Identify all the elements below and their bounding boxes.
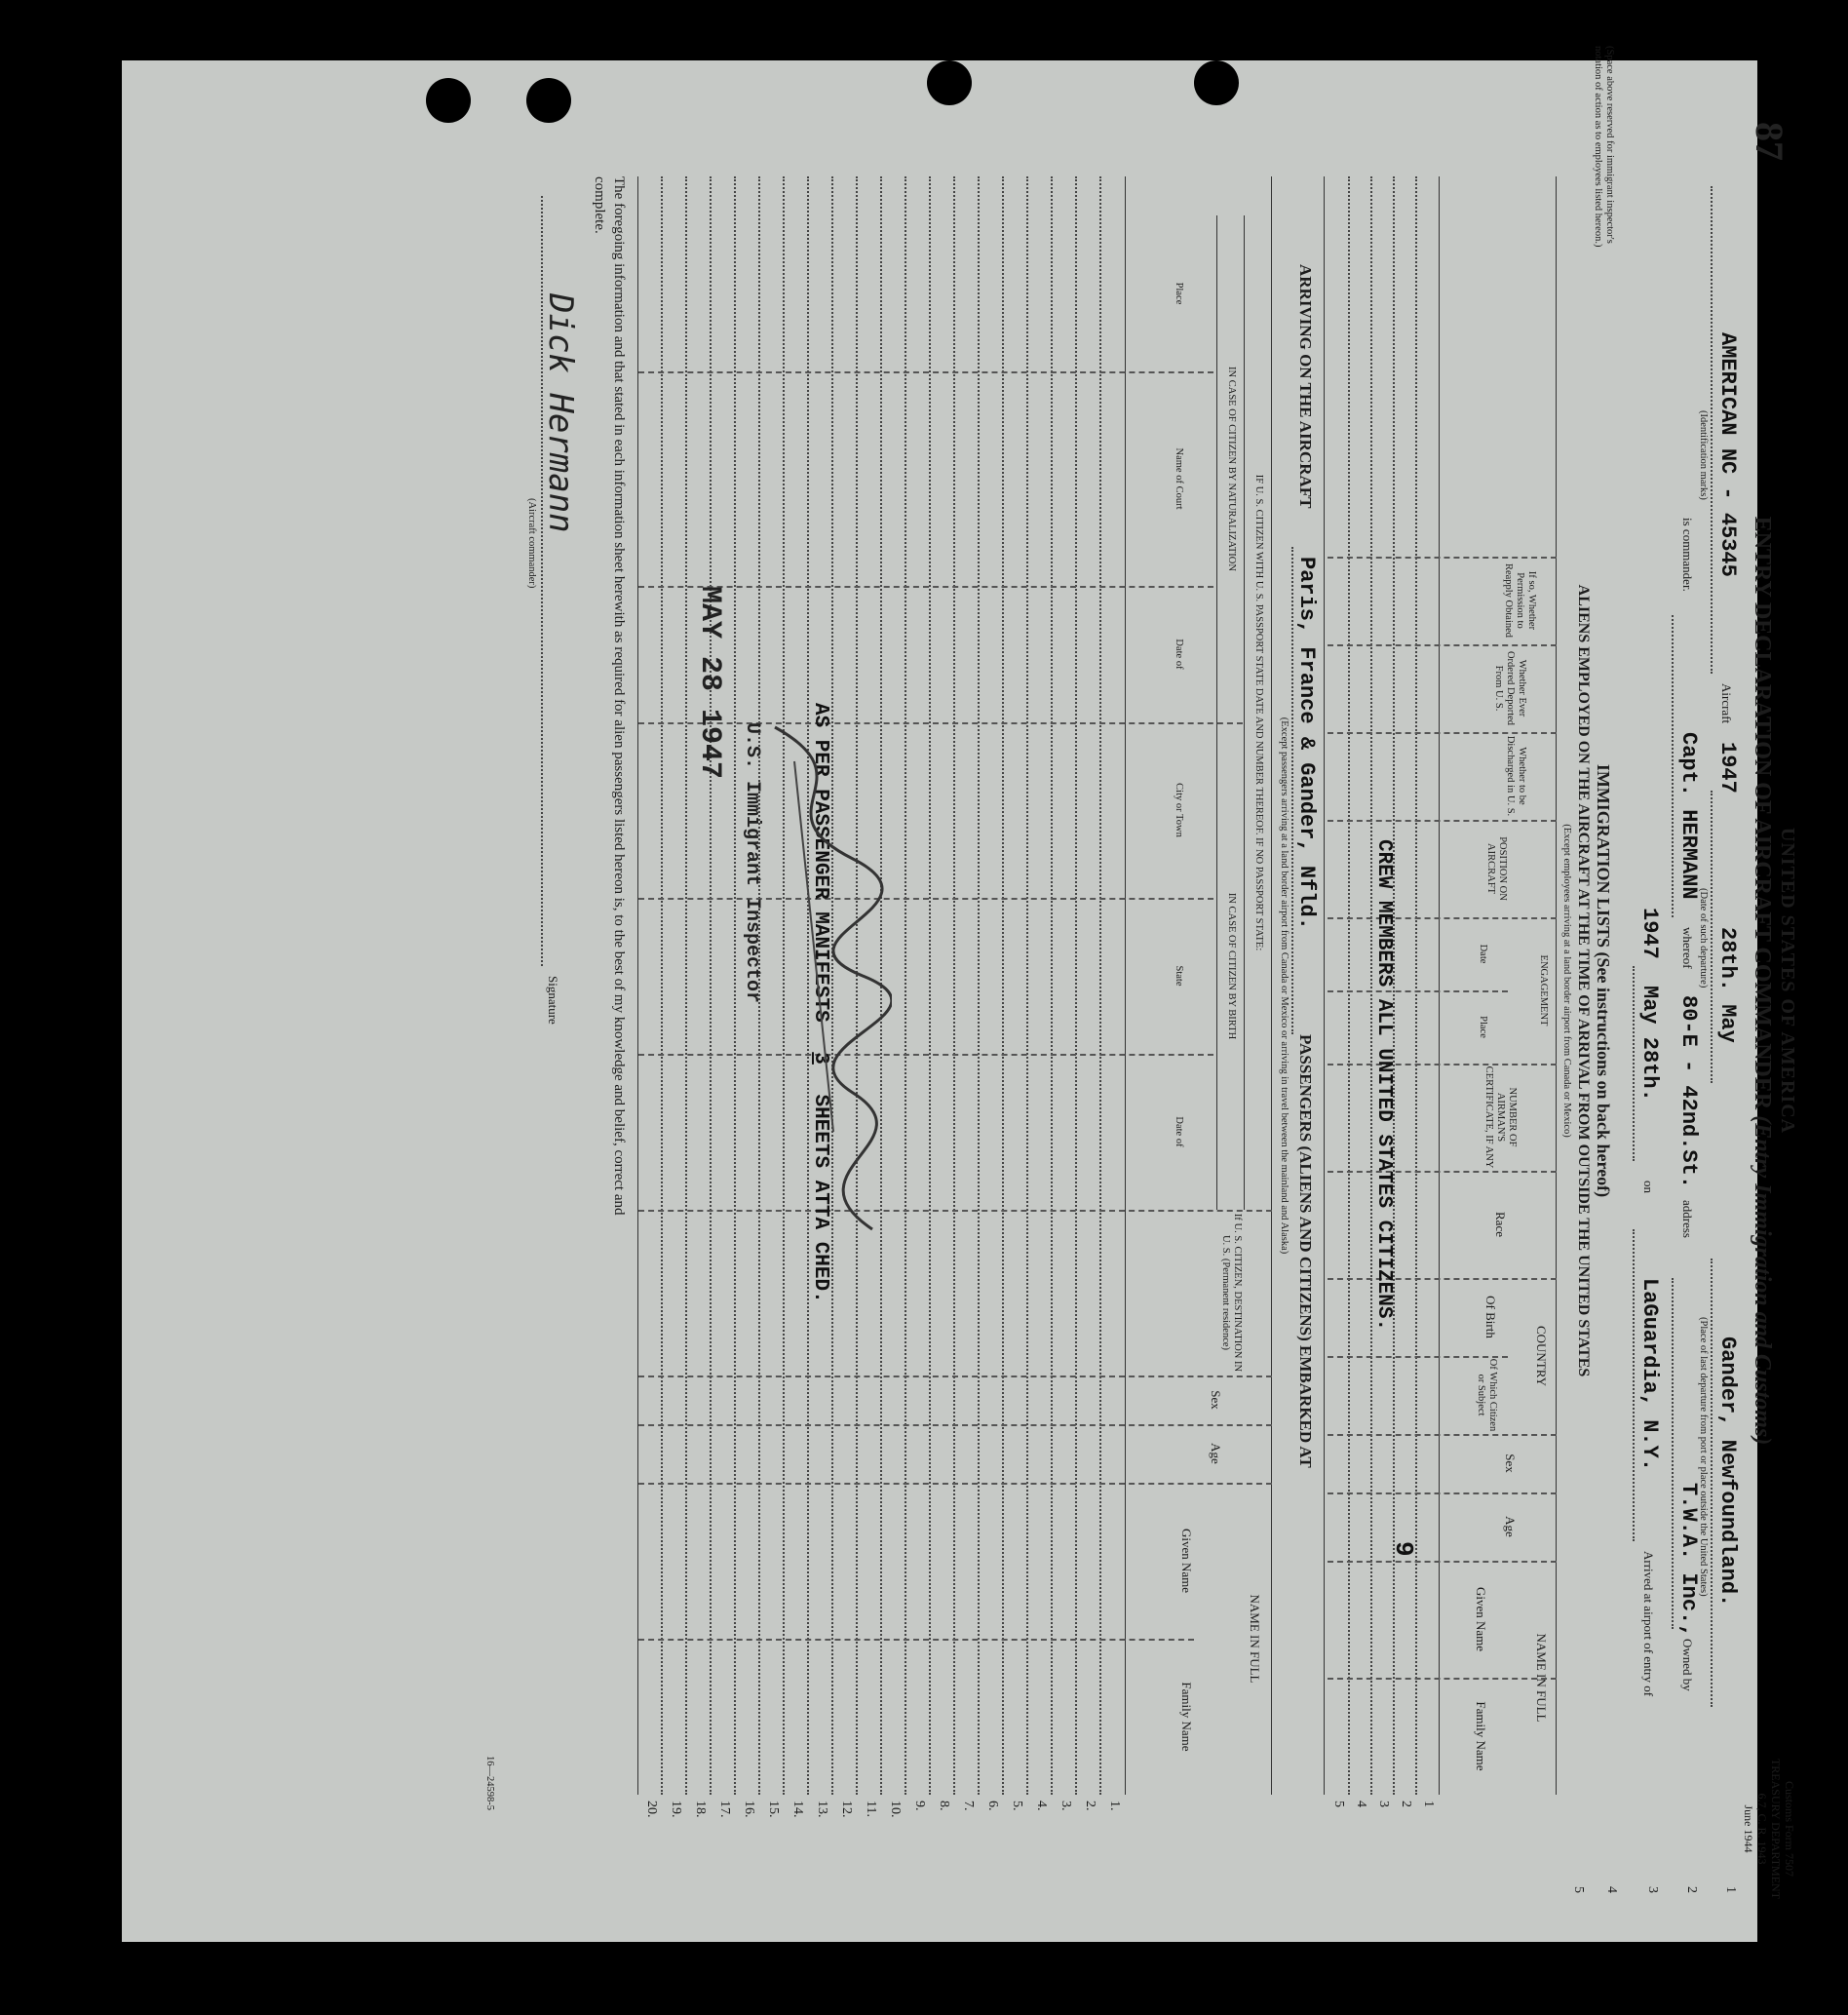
- pass-col-sex: Sex: [1209, 1390, 1223, 1410]
- pass-col-court: Name of Court: [1174, 447, 1184, 510]
- col-divider: [1328, 557, 1557, 559]
- passenger-row-number: 11.: [864, 1801, 878, 1817]
- table-row: [1002, 176, 1004, 1795]
- manifest-note-1: AS PER PASSENGER MANIFESTS: [809, 703, 831, 1023]
- aliens-table-body: [1328, 176, 1440, 1795]
- col-divider: [1328, 644, 1557, 646]
- aliens-table-header: [1440, 176, 1557, 1795]
- col-divider: [638, 722, 1243, 724]
- whereof-label: whereof: [1680, 927, 1695, 969]
- col-divider: [638, 1483, 1272, 1485]
- owned-by-label: Owned by: [1680, 1639, 1695, 1691]
- col-divider: [638, 1376, 1272, 1377]
- alien-row-number: 2: [1399, 1801, 1413, 1807]
- alien-row-number: 4: [1354, 1801, 1368, 1807]
- passenger-row-number: 3.: [1059, 1801, 1073, 1811]
- table-row: [978, 176, 980, 1795]
- pass-col-state: State: [1174, 965, 1184, 987]
- col-divider: [638, 1210, 1272, 1212]
- aliens-col-place: Place: [1478, 1016, 1488, 1038]
- arrival-row: [1623, 186, 1662, 1707]
- pass-col-given: Given Name: [1179, 1528, 1194, 1594]
- table-row: [905, 176, 906, 1795]
- aliens-col-birth: Of Birth: [1483, 1296, 1498, 1338]
- owner-dotline: [1672, 1278, 1674, 1629]
- reserved-note-block: [1592, 46, 1615, 299]
- embarked-dotline: [1291, 547, 1293, 1034]
- table-row: [929, 176, 931, 1795]
- table-row: [1348, 176, 1350, 1795]
- aliens-col-age: Age: [1503, 1516, 1518, 1537]
- pass-col-age: Age: [1209, 1443, 1223, 1464]
- line-number: 2: [1684, 1886, 1699, 1893]
- aliens-col-citizen: Of Which Citizen or Subject: [1476, 1358, 1498, 1432]
- address: 80-E - 42nd.St.: [1676, 995, 1701, 1189]
- table-row: [953, 176, 955, 1795]
- is-commander-label: is commander.: [1680, 518, 1695, 592]
- pass-col-by-birth: IN CASE OF CITIZEN BY BIRTH: [1226, 892, 1237, 1040]
- form-title: [1749, 40, 1775, 1921]
- line-number: 3: [1645, 1886, 1660, 1893]
- passenger-row-number: 4.: [1034, 1801, 1049, 1811]
- department: TREASURY DEPARTMENT: [1769, 1758, 1783, 1900]
- footer-code: 16—24598-5: [484, 1756, 495, 1810]
- passenger-row-number: 7.: [961, 1801, 976, 1811]
- rule: [637, 176, 638, 1795]
- aliens-col-discharged: Whether to be Discharged in U. S.: [1505, 735, 1527, 817]
- pass-col-name-in-full: NAME IN FULL: [1248, 1594, 1262, 1684]
- passenger-row-number: 18.: [693, 1801, 708, 1818]
- passenger-row-number: 20.: [644, 1801, 659, 1818]
- passenger-row-number: 19.: [669, 1801, 683, 1818]
- line-number: 4: [1604, 1886, 1619, 1893]
- pass-col-city: City or Town: [1174, 783, 1184, 837]
- inspector-stamp: U.S. Immigrant Inspector: [741, 722, 763, 1004]
- reserved-note-2: notation of action as to employees listed hereon.): [1593, 46, 1603, 248]
- departure-date: 28th. May: [1715, 927, 1740, 1043]
- passengers-heading-prefix: PASSENGERS (ALIENS AND CITIZENS) EMBARKED AT: [1296, 1034, 1315, 1468]
- passengers-heading-note: (Except passengers arriving at a land border airport from Canada or Mexico or arriving in travel between the mainland and Alaska): [1279, 717, 1290, 1255]
- commander: Capt. HERMANN: [1676, 732, 1701, 900]
- passenger-row-number: 1.: [1107, 1801, 1122, 1811]
- inspector-signature-scrawl: [746, 722, 892, 1268]
- departure-caption: (Place of last departure from port or place outside the United States): [1698, 1317, 1709, 1597]
- passengers-heading-suffix: ARRIVING ON THE AIRCRAFT: [1296, 264, 1315, 509]
- rule: [1244, 215, 1245, 1210]
- pass-col-date-of-2: Date of: [1174, 639, 1184, 670]
- aliens-col-airman: NUMBER OF AIRMAN'S CERTIFICATE, IF ANY: [1483, 1066, 1518, 1169]
- manifest-count: 3: [809, 1052, 831, 1065]
- country-heading: UNITED STATES OF AMERICA: [1777, 827, 1798, 1135]
- passengers-heading: [1274, 176, 1319, 1795]
- rotated-form: [171, 40, 1806, 1921]
- col-divider: [1328, 1064, 1557, 1066]
- owner: T.W.A. Inc.,: [1676, 1483, 1701, 1638]
- aliens-col-permission: If so, Whether Permission to Reapply Obtained: [1503, 562, 1537, 639]
- certification-block: [590, 176, 629, 1795]
- form-cr: 6.7, C. R. 1943: [1755, 1793, 1769, 1865]
- title-text: ENTRY DECLARATION OF AIRCRAFT COMMANDER: [1750, 516, 1775, 1110]
- col-divider: [1328, 1561, 1557, 1563]
- table-row: [661, 176, 663, 1795]
- col-divider: [1328, 1171, 1557, 1173]
- col-divider: [638, 898, 1213, 900]
- aliens-heading-2: ALIENS EMPLOYED ON THE AIRCRAFT AT THE TIME OF ARRIVAL FROM OUTSIDE THE UNITED STATES: [1575, 584, 1592, 1377]
- form-number: Customs Form 7507: [1783, 1780, 1796, 1877]
- aliens-heading-3: (Except employees arriving at a land border airport from Canada or Mexico): [1561, 824, 1572, 1138]
- aliens-col-country: COUNTRY: [1534, 1325, 1549, 1387]
- embarked-at: Paris, France & Gander, Nfld.: [1294, 557, 1319, 930]
- departure-date-caption: (Date of such departure): [1698, 888, 1709, 988]
- crew-count: 9: [1389, 1541, 1418, 1557]
- place-dotline: [1711, 1259, 1713, 1707]
- aliens-col-position: POSITION ON AIRCRAFT: [1485, 836, 1508, 901]
- reserved-note-1: (Space above reserved for immigrant inspector's: [1604, 46, 1615, 244]
- passenger-row-number: 17.: [717, 1801, 732, 1818]
- arrived-label: Arrived at airport of entry of: [1641, 1551, 1656, 1697]
- page-number: 87: [1748, 122, 1791, 161]
- passenger-row-number: 6.: [985, 1801, 1000, 1811]
- col-divider: [1328, 1492, 1557, 1494]
- stamp-date: MAY 28 1947: [693, 586, 726, 780]
- aircraft-dotline: [1711, 186, 1713, 674]
- rule: [1324, 176, 1325, 1795]
- passengers-table-header: [1126, 176, 1272, 1795]
- date-dotline: [1711, 791, 1713, 1083]
- aliens-col-engagement: ENGAGEMENT: [1538, 954, 1549, 1027]
- col-divider: [638, 1424, 1272, 1426]
- aliens-col-family: Family Name: [1474, 1701, 1488, 1771]
- table-row: [710, 176, 712, 1795]
- departure-place: Gander, Newfoundland.: [1715, 1337, 1740, 1608]
- table-row: [1026, 176, 1028, 1795]
- table-row: [734, 176, 736, 1795]
- pass-col-destination: If U. S. CITIZEN, DESTINATION IN U. S. (Permanent residence): [1220, 1213, 1243, 1373]
- form-edition-date: June 1944: [1742, 1804, 1755, 1853]
- aliens-col-race: Race: [1493, 1212, 1508, 1237]
- commander-signature: Dick Hermann: [541, 293, 580, 533]
- aliens-col-deported: Whether Ever Ordered Deported From U. S.: [1493, 650, 1527, 726]
- aliens-col-given: Given Name: [1474, 1586, 1488, 1652]
- pass-col-passport: IF U. S. CITIZEN WITH U. S. PASSPORT STATE DATE AND NUMBER THEREOF. IF NO PASSPORT STATE:: [1253, 474, 1264, 951]
- pass-col-place: Place: [1174, 282, 1184, 305]
- col-divider: [1328, 1278, 1557, 1280]
- signature-block: [502, 176, 580, 1054]
- aliens-heading-1: IMMIGRATION LISTS (See instructions on back hereof): [1594, 763, 1613, 1198]
- year-2: 1947: [1637, 908, 1662, 959]
- passenger-row-number: 12.: [839, 1801, 854, 1818]
- crew-note: CREW MEMBERS ALL UNITED STATES CITIZENS.: [1372, 839, 1395, 1332]
- line-number: 1: [1723, 1886, 1738, 1893]
- passenger-row-number: 14.: [790, 1801, 805, 1818]
- table-row: [1051, 176, 1053, 1795]
- year-1: 1947: [1715, 742, 1740, 794]
- passenger-row-number: 15.: [766, 1801, 781, 1818]
- passenger-row-number: 5.: [1010, 1801, 1024, 1811]
- pass-col-date-of: Date of: [1174, 1116, 1184, 1147]
- alien-row-number: 5: [1331, 1801, 1346, 1807]
- date-dotline-2: [1633, 966, 1635, 1161]
- arrival-date: May 28th.: [1637, 986, 1662, 1102]
- passenger-row-number: 8.: [937, 1801, 951, 1811]
- title-subtitle: (Entry Immigration and Customs): [1750, 1115, 1775, 1446]
- signature-label: Signature: [546, 976, 560, 1025]
- aircraft-id: AMERICAN NC - 45345: [1715, 332, 1740, 577]
- on-label: on: [1641, 1181, 1656, 1193]
- col-divider: [1328, 1678, 1557, 1680]
- certification-text-1: The foregoing information and that stated in each information sheet herewith as required for alien passengers listed hereon is, to the best of my knowledge and belief, correct and: [611, 176, 627, 1216]
- col-divider: [1328, 820, 1557, 822]
- owner-row: [1662, 186, 1701, 1707]
- alien-row-number: 3: [1376, 1801, 1391, 1807]
- pass-col-family: Family Name: [1179, 1682, 1194, 1752]
- passenger-row-number: 16.: [742, 1801, 756, 1818]
- manifest-note-2: SHEETS ATTA CHED.: [809, 1094, 831, 1303]
- rule: [1216, 215, 1217, 1210]
- signature-caption: (Aircraft commander): [526, 498, 537, 589]
- aliens-col-date: Date: [1478, 944, 1488, 964]
- pass-col-by-naturalization: IN CASE OF CITIZEN BY NATURALIZATION: [1226, 367, 1237, 571]
- certification-text-2: complete.: [592, 176, 607, 234]
- passenger-row-number: 13.: [815, 1801, 829, 1818]
- line-number: 5: [1571, 1886, 1586, 1893]
- col-divider: [638, 371, 1213, 373]
- aliens-col-sex: Sex: [1503, 1453, 1518, 1473]
- airport: LaGuardia, N.Y.: [1637, 1278, 1662, 1472]
- address-label: address: [1680, 1200, 1695, 1238]
- col-divider: [1328, 732, 1557, 734]
- passenger-row-number: 9.: [912, 1801, 927, 1811]
- airport-dotline: [1633, 1229, 1635, 1541]
- aliens-col-name-in-full: NAME IN FULL: [1534, 1633, 1549, 1723]
- aircraft-caption: (Identification marks): [1698, 410, 1709, 500]
- alien-row-number: 1: [1421, 1801, 1436, 1807]
- commander-dotline: [1672, 615, 1674, 917]
- col-divider: [1328, 917, 1557, 919]
- col-divider: [638, 1054, 1213, 1056]
- passengers-table-body: [638, 176, 1126, 1795]
- col-divider: [1328, 990, 1508, 992]
- table-row: [685, 176, 687, 1795]
- table-row: [1075, 176, 1077, 1795]
- passenger-row-number: 2.: [1083, 1801, 1097, 1811]
- col-divider: [1328, 1356, 1508, 1358]
- col-divider: [1328, 1434, 1557, 1436]
- aircraft-label: Aircraft: [1719, 683, 1734, 724]
- passenger-row-number: 10.: [888, 1801, 903, 1818]
- table-row: [1099, 176, 1101, 1795]
- col-divider: [638, 1639, 1194, 1641]
